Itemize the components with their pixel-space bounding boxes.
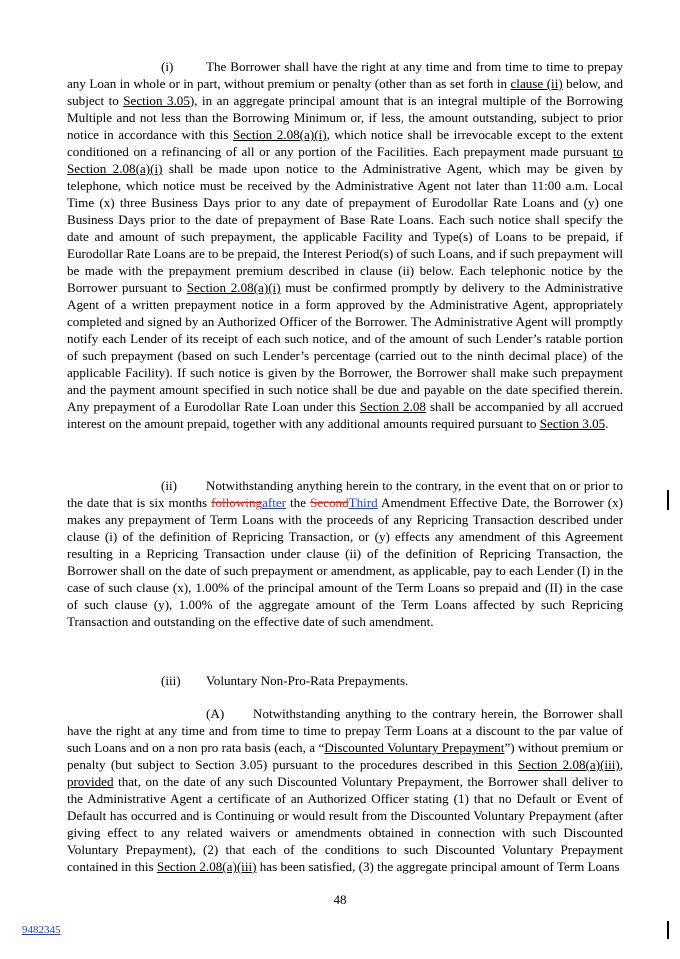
cross-reference: Section 3.05 <box>539 416 606 431</box>
body-text: has been satisfied, (3) the aggregate principal amount of Term Loans <box>256 859 620 874</box>
body-text: below, and subject to <box>67 76 623 108</box>
deleted-text: following <box>211 495 263 510</box>
paragraph-A <box>67 705 623 875</box>
body-text: The Borrower shall have the right at any time and from time to time to prepay any Loan in whole or in part, without premium or penalty (other than as set forth in <box>67 59 623 91</box>
body-text: Amendment Effective Date, the Borrower (x) makes any prepayment of Term Loans with the proceeds of any Repricing Transaction described under clause (i) of the definition of Repricing Transaction, or (y) effects any amendment of this Agreement resulting in a Repricing Transaction under clause (ii) of the definition of Repricing Transaction, the Borrower shall on the date of such prepayment or amendment, as applicable, pay to each Lender (I) in the case of such clause (x), 1.00% of the principal amount of the Term Loans so prepaid and (II) in the case of such clause (y), 1.00% of the aggregate amount of the Term Loans affected by such Repricing Transaction and outstanding on the effective date of such amendment. <box>67 495 623 629</box>
clause-number: (ii) <box>161 478 177 493</box>
section-heading: Voluntary Non-Pro-Rata Prepayments. <box>206 673 409 688</box>
cross-reference: Section 2.08(a)(i) <box>232 127 327 142</box>
cross-reference: Section 2.08(a)(iii) <box>156 859 257 874</box>
body-text: must be confirmed promptly by delivery to the Administrative Agent of a written prepayment notice in a form approved by the Administrative Agent, appropriately completed and signed by an Authorized Officer of the Borrower. The Administrative Agent will promptly notify each Lender of its receipt of each such notice, and of the amount of such Lender’s ratable portion of such prepayment (based on such Lender’s percentage (carried out to the ninth decimal place) of the applicable Facility). If such notice is given by the Borrower, the Borrower shall make such prepayment and the payment amount specified in such notice shall be due and payable on the date specified therein. Any prepayment of a Eurodollar Rate Loan under this <box>67 280 623 414</box>
cross-reference: Section 2.08(a)(i) <box>186 280 281 295</box>
change-bar <box>667 921 669 939</box>
paragraph-iii-heading <box>67 672 623 689</box>
clause-number: (A) <box>206 706 225 721</box>
body-text: . <box>605 416 609 431</box>
paragraph-ii <box>67 477 623 630</box>
cross-reference: Section 3.05 <box>123 93 190 108</box>
body-text: , <box>619 757 623 772</box>
clause-number: (i) <box>161 59 174 74</box>
cross-reference: clause (ii) <box>510 76 563 91</box>
body-text: that, on the date of any such Discounted Voluntary Prepayment, the Borrower shall deliver to the Administrative Agent a certificate of an Authorized Officer stating (1) that no Default or Event of Default has occurred and is Continuing or would result from the Discounted Voluntary Prepayment (after giving effect to any related waivers or amendments obtained in connection with such Discounted Voluntary Prepayment), (2) that each of the conditions to such Discounted Voluntary Prepayment contained in this <box>67 774 623 874</box>
defined-term: Discounted Voluntary Prepayment <box>324 740 505 755</box>
inserted-text: Third <box>348 495 378 510</box>
deleted-text: Second <box>310 495 349 510</box>
document-id-link[interactable]: 9482345 <box>22 924 61 936</box>
change-bar <box>667 490 669 510</box>
body-text: ), in an aggregate principal amount that is an integral multiple of the Borrowing Multiple and not less than the Borrowing Minimum or, if less, the amount outstanding, subject to prior notice in accordance with this <box>67 93 623 142</box>
body-text: shall be made upon notice to the Administrative Agent, which may be given by telephone, which notice must be received by the Administrative Agent not later than 11:00 a.m. Local Time (x) three Business Days prior to any date of prepayment of Eurodollar Rate Loans and (y) one Business Days prior to the date of prepayment of Base Rate Loans. Each such notice shall specify the date and amount of such prepayment, the applicable Facility and Type(s) of Loans to be prepaid, if Eurodollar Rate Loans are to be prepaid, the Interest Period(s) of such Loans, and if such prepayment will be made with the prepayment premium described in clause (ii) below. Each telephonic notice by the Borrower pursuant to <box>67 161 623 295</box>
body-text: Notwithstanding anything to the contrary herein, the Borrower shall have the right at any time and from time to time to prepay Term Loans at a discount to the par value of such Loans and on a non pro rata basis (each, a “ <box>67 706 623 755</box>
body-text: , which notice shall be irrevocable except to the extent conditioned on a refinancing of all or any portion of the Facilities. Each prepayment made pursuant <box>67 127 623 159</box>
body-text: ”) without premium or penalty (but subject to Section 3.05) pursuant to the procedures described in this <box>67 740 623 772</box>
cross-reference: to Section 2.08(a)(i) <box>67 144 623 176</box>
inserted-text: after <box>262 495 287 510</box>
cross-reference: Section 2.08(a)(iii) <box>518 757 620 772</box>
body-text: shall be accompanied by all accrued interest on the amount prepaid, together with any additional amounts required pursuant to <box>67 399 623 431</box>
clause-number: (iii) <box>161 673 181 688</box>
cross-reference: Section 2.08 <box>359 399 426 414</box>
paragraph-i <box>67 58 623 432</box>
proviso-term: provided <box>67 774 114 789</box>
page-number: 48 <box>333 892 347 907</box>
body-text: Notwithstanding anything herein to the contrary, in the event that on or prior to the date that is six months <box>67 478 623 510</box>
body-text: the <box>286 495 311 510</box>
